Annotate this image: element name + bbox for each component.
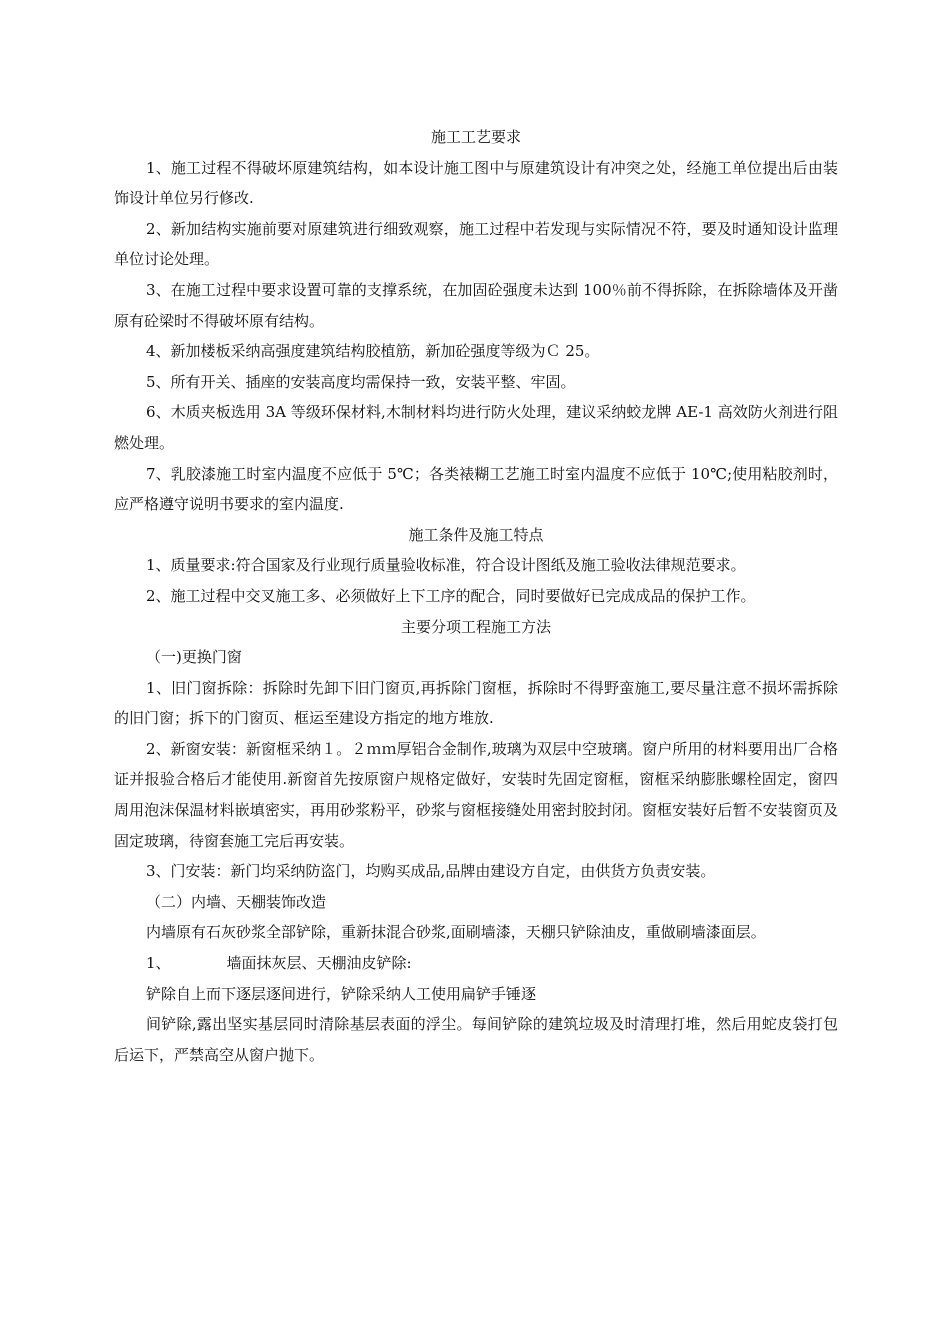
subsection-heading-doors-windows: （一)更换门窗 (146, 648, 242, 667)
paragraph: 3、门安装：新门均采纳防盗门，均购买成品,品牌由建设方自定，由供货方负责安装。 (146, 862, 716, 881)
section-title-construction-requirements: 施工工艺要求 (430, 128, 521, 146)
paragraph: 7、乳胶漆施工时室内温度不应低于 5℃；各类裱糊工艺施工时室内温度不应低于 10℃;使用粘胶剂时，应严格遵守说明书要求的室内温度. (114, 464, 838, 514)
numbered-item-heading (114, 948, 838, 979)
section-title-construction-conditions: 施工条件及施工特点 (408, 525, 544, 544)
paragraph: 间铲除,露出坚实基层同时清除基层表面的浮尘。每间铲除的建筑垃圾及时清理打堆，然后用蛇皮袋打包后运下，严禁高空从窗户抛下。 (114, 1015, 838, 1064)
paragraph: 4、新加楼板采纳高强度建筑结构胶植筋，新加砼强度等级为Ｃ 25。 (146, 342, 600, 361)
paragraph: 2、新加结构实施前要对原建筑进行细致观察，施工过程中若发现与实际情况不符，要及时通知设计监理单位讨论处理。 (114, 219, 838, 269)
paragraph: 铲除自上而下逐层逐间进行，铲除采纳人工使用扁铲手锤逐 (146, 984, 537, 1003)
paragraph: 内墙原有石灰砂浆全部铲除，重新抹混合砂浆,面刷墙漆，天棚只铲除油皮，重做刷墙漆面层。 (146, 923, 766, 942)
section-title-construction-methods: 主要分项工程施工方法 (400, 617, 551, 636)
item-number: 1、 (146, 954, 171, 973)
paragraph: 6、木质夹板选用 3A 等级环保材料,木制材料均进行防火处理，建议采纳蛟龙牌 AE-1 高效防火剂进行阻燃处理。 (114, 403, 838, 452)
paragraph: 1、质量要求:符合国家及行业现行质量验收标准，符合设计图纸及施工验收法律规范要求。 (146, 556, 746, 575)
paragraph: 5、所有开关、插座的安装高度均需保持一致，安装平整、牢固。 (146, 372, 576, 391)
paragraph: 2、新窗安装：新窗框采纳１。２ｍｍ厚铝合金制作,玻璃为双层中空玻璃。窗户所用的材料要用出厂合格证并报验合格后才能使用.新窗首先按原窗户规格定做好，安装时先固定窗框，窗框采纳膨胀螺栓固定，窗四周用泡沫保温材料嵌填密实，再用砂浆粉平，砂浆与窗框接缝处用密封胶封闭。窗框安装好后暂不安装窗页及固定玻璃，待窗套施工完后再安装。 (114, 739, 838, 850)
paragraph: 2、施工过程中交叉施工多、必须做好上下工序的配合，同时要做好已完成成品的保护工作。 (146, 586, 756, 605)
paragraph: 3、在施工过程中要求设置可靠的支撑系统，在加固砼强度未达到 100％前不得拆除，在拆除墙体及开凿原有砼梁时不得破坏原有结构。 (114, 280, 838, 330)
item-heading-text: 墙面抹灰层、天棚油皮铲除: (226, 954, 412, 973)
paragraph: 1、旧门窗拆除：拆除时先卸下旧门窗页,再拆除门窗框，拆除时不得野蛮施工,要尽量注意不损坏需拆除的旧门窗；拆下的门窗页、框运至建设方指定的地方堆放. (114, 678, 838, 728)
paragraph: 1、施工过程不得破坏原建筑结构，如本设计施工图中与原建筑设计有冲突之处，经施工单位提出后由装饰设计单位另行修改. (114, 158, 838, 208)
subsection-heading-interior-walls: （二）内墙、天棚装饰改造 (146, 892, 327, 911)
